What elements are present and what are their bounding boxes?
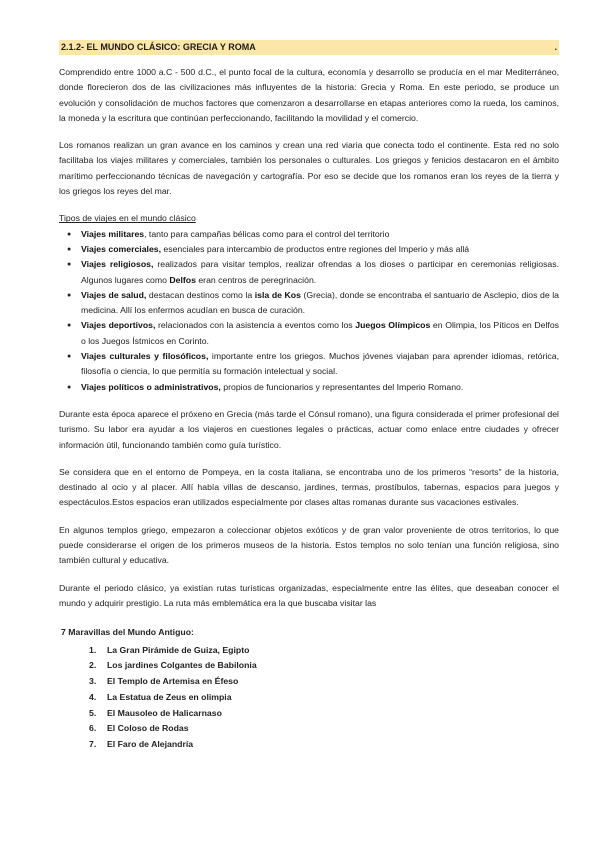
- document-page: [59, 40, 559, 753]
- list-item: ● Viajes militares, tanto para campañas bélicas como para el control del territorio: [81, 227, 559, 242]
- list-item: 3. El Templo de Artemisa en Éfeso: [89, 676, 239, 687]
- travel-types-list: [59, 227, 559, 395]
- paragraph-intro: Comprendido entre 1000 a.C - 500 d.C., el punto focal de la cultura, economía y desarrollo se producía en el mar Mediterráneo, donde florecieron dos de las civilizaciones más influyentes de la historia: Grecia y Roma. En este periodo, se produce un evolución y consolidación de muchos factores que comenzaron a desarrollarse en etapas anteriores como la rueda, los caminos, la moneda y la escritura que continúan perfeccionando, facilitando la movilidad y el comercio.: [59, 67, 559, 123]
- list-item: ● Viajes culturales y filosóficos, importante entre los griegos. Muchos jóvenes viajaban para aprender idiomas, retórica, filosofía o ciencia, lo que permitía su formación intelectual y social.: [81, 349, 559, 380]
- travel-types-title: Tipos de viajes en el mundo clásico: [59, 213, 196, 224]
- list-item: 5. El Mausoleo de Halicarnaso: [89, 707, 222, 718]
- list-item: ● Viajes políticos o administrativos, propios de funcionarios y representantes del Imperio Romano.: [81, 380, 559, 395]
- list-item: ● Viajes deportivos, relacionados con la asistencia a eventos como los Juegos Olímpicos en Olimpia, los Píticos en Delfos o los Juegos Ístmicos en Corinto.: [81, 318, 559, 349]
- list-item: 4. La Estatua de Zeus en olimpia: [89, 691, 232, 702]
- section-heading-highlight: [59, 40, 559, 55]
- heading-trailing-dot: .: [554, 42, 557, 52]
- list-item: 2. Los jardines Colgantes de Babilonia: [89, 660, 257, 671]
- paragraph-museos: En algunos templos griego, empezaron a coleccionar objetos exóticos y de gran valor proveniente de otros territorios, lo que puede considerarse el origen de los primeros museos de la historia. Estos templos no solo tenían una función religiosa, sino también cultural y educativa.: [59, 524, 559, 566]
- paragraph-pompeya: Se considera que en el entorno de Pompeya, en la costa italiana, se encontraba uno de los primeros “resorts” de la historia, destinado al ocio y al placer. Allí había villas de descanso, jardines, termas, prostíbulos, tabernas, espacios para juegos y espectáculos.Estos espacios eran utilizados especialmente por clases altas romanas durante sus vacaciones estivales.: [59, 466, 559, 508]
- paragraph-romans-roads: Los romanos realizan un gran avance en los caminos y crean una red viaria que conecta todo el continente. Esta red no solo facilitaba los viajes militares y comerciales, también los personales o culturales. Los griegos y fenicios destacaron en el ámbito marítimo perfeccionando técnicas de navegación y cartografía. Por eso se decide que los romanos eran los reyes de la tierra y los griegos los reyes del mar.: [59, 140, 559, 197]
- list-item: ● Viajes de salud, destacan destinos como la isla de Kos (Grecia), donde se encontraba el santuario de Asclepio, dios de la medicina. Allí los enfermos acudían en busca de curación.: [81, 288, 559, 319]
- wonders-title: 7 Maravillas del Mundo Antiguo:: [61, 627, 194, 638]
- list-item: 6. El Coloso de Rodas: [89, 723, 189, 734]
- paragraph-proxeno: Durante esta época aparece el próxeno en Grecia (más tarde el Cónsul romano), una figura considerada el primer profesional del turismo. Su labor era ayudar a los viajeros en cuestiones legales o prácticas, actuar como enlace entre ciudades y ofrecer información útil, funcionando también como guía turístico.: [59, 408, 559, 450]
- section-title: 2.1.2- EL MUNDO CLÁSICO: GRECIA Y ROMA: [61, 42, 256, 52]
- list-item: 7. El Faro de Alejandría: [89, 739, 194, 750]
- paragraph-rutas: Durante el periodo clásico, ya existían rutas turísticas organizadas, especialmente entre las élites, que deseaban conocer el mundo y adquirir prestigio. La ruta más emblemática era la que buscaba visitar las: [59, 582, 559, 608]
- list-item: ● Viajes comerciales, esenciales para intercambio de productos entre regiones del Imperio y más allá: [81, 242, 559, 257]
- list-item: ● Viajes religiosos, realizados para visitar templos, realizar ofrendas a los dioses o participar en ceremonias religiosas. Algunos lugares como Delfos eran centros de peregrinación.: [81, 257, 559, 288]
- list-item: 1. La Gran Pirámide de Guiza, Egipto: [89, 644, 250, 655]
- wonders-list: [59, 643, 559, 754]
